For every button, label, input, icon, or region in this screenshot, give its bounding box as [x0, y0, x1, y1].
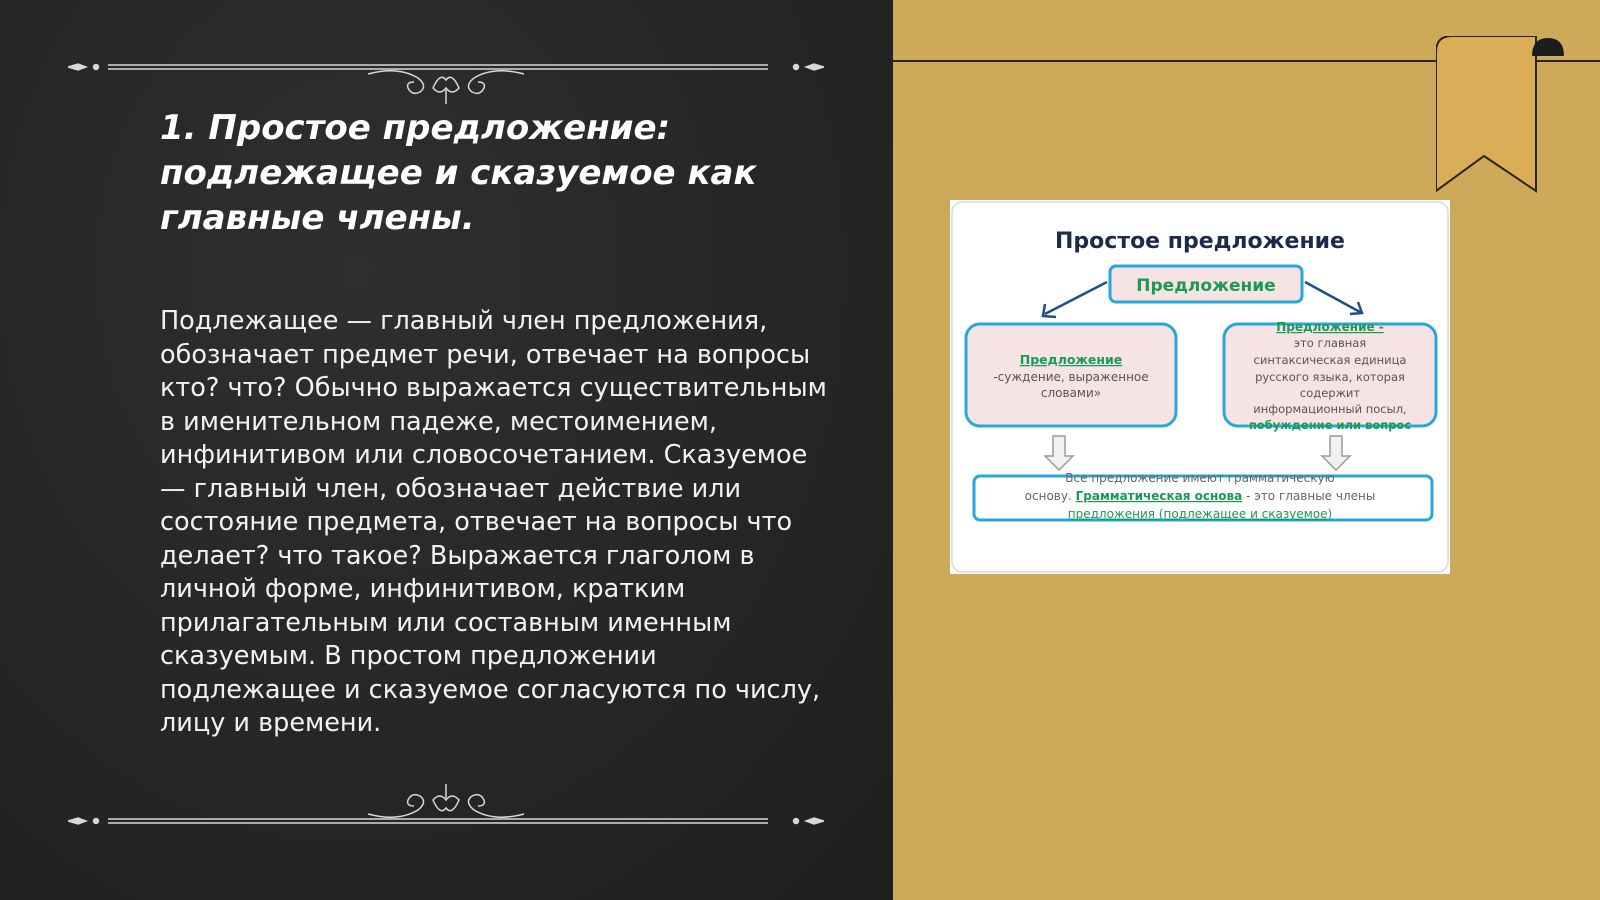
- bottom-ornament-divider: [68, 778, 824, 828]
- diagram-image: [950, 200, 1450, 574]
- diagram-left-line-2: словами»: [1040, 386, 1102, 400]
- diagram-left-term: Предложение: [1019, 352, 1123, 367]
- diagram-bottom-line-1: Все предложение имеют грамматическую: [1065, 471, 1335, 485]
- diagram-title: Простое предложение: [1055, 229, 1345, 254]
- diagram-root-label: Предложение: [1136, 276, 1276, 296]
- diagram-left-line-1: -суждение, выраженное: [993, 370, 1149, 384]
- bookmark-ribbon: [1436, 36, 1566, 198]
- slide-body-text: Подлежащее — главный член предложения, обозначает предмет речи, отвечает на вопросы кто? что? Обычно выражается существительным в именительном падеже, местоимением, инфинитивом или словосочетанием. Сказуемое — главный член, обозначает действие или состояние предмета, отвечает на вопросы что делает? что такое? Выражается глаголом в личной форме, инфинитивом, кратким прилагательным или составным именным сказуемым. В простом предложении подлежащее и сказуемое согласуются по числу, лицу и времени.: [160, 306, 827, 738]
- diagram-bottom-line-3: предложения (подлежащее и сказуемое): [1067, 507, 1333, 521]
- diagram-right-line-1: это главная: [1293, 336, 1367, 350]
- slide-title: 1. Простое предложение: подлежащее и сказуемое как главные члены.: [160, 108, 757, 238]
- diagram-bottom-line-2: основу. Грамматическая основа - это главные члены: [1024, 489, 1376, 503]
- top-ornament-divider: [68, 60, 824, 110]
- diagram-right-line-5: информационный посыл,: [1253, 402, 1407, 416]
- diagram-right-line-6: побуждение или вопрос: [1248, 418, 1412, 432]
- diagram-right-line-3: русского языка, которая: [1255, 370, 1405, 384]
- diagram-right-term: Предложение -: [1276, 320, 1384, 334]
- diagram-right-line-4: содержит: [1299, 386, 1361, 400]
- diagram-right-line-2: синтаксическая единица: [1253, 353, 1407, 367]
